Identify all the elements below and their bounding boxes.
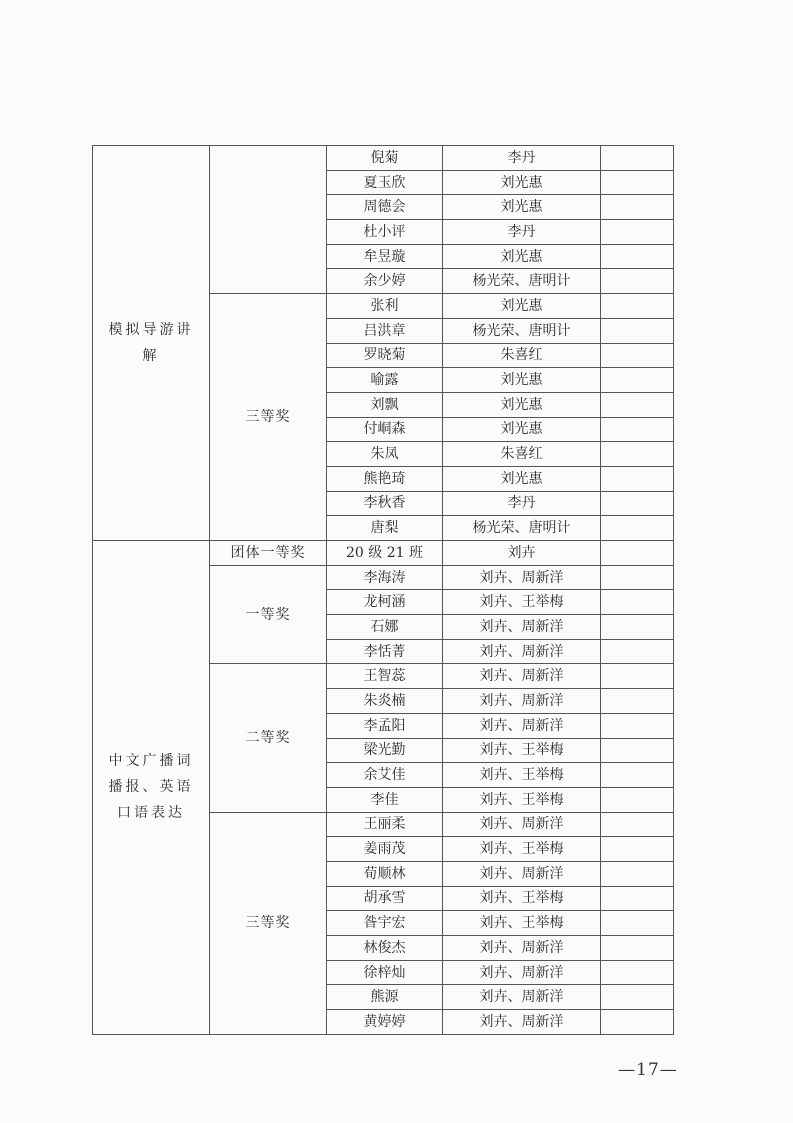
teacher-cell: 刘卉、王举梅 bbox=[443, 911, 601, 936]
remarks-cell bbox=[601, 417, 674, 442]
student-name-cell: 石娜 bbox=[327, 615, 443, 640]
teacher-cell: 刘卉、王举梅 bbox=[443, 886, 601, 911]
remarks-cell bbox=[601, 491, 674, 516]
student-name-cell: 熊艳琦 bbox=[327, 466, 443, 491]
remarks-cell bbox=[601, 541, 674, 566]
remarks-cell bbox=[601, 960, 674, 985]
student-name-cell: 周德会 bbox=[327, 195, 443, 220]
teacher-cell: 杨光荣、唐明计 bbox=[443, 516, 601, 541]
remarks-cell bbox=[601, 466, 674, 491]
teacher-cell: 刘卉、王举梅 bbox=[443, 763, 601, 788]
remarks-cell bbox=[601, 1010, 674, 1035]
student-name-cell: 李恬菁 bbox=[327, 639, 443, 664]
teacher-cell: 刘光惠 bbox=[443, 392, 601, 417]
remarks-cell bbox=[601, 442, 674, 467]
teacher-cell: 刘卉、周新洋 bbox=[443, 960, 601, 985]
remarks-cell bbox=[601, 639, 674, 664]
student-name-cell: 昝宇宏 bbox=[327, 911, 443, 936]
remarks-cell bbox=[601, 812, 674, 837]
remarks-cell bbox=[601, 195, 674, 220]
teacher-cell: 刘卉、周新洋 bbox=[443, 689, 601, 714]
student-name-cell: 杜小评 bbox=[327, 220, 443, 245]
teacher-cell: 刘卉、周新洋 bbox=[443, 713, 601, 738]
award-level-cell: 三等奖 bbox=[210, 812, 327, 1034]
student-name-cell: 王智蕊 bbox=[327, 664, 443, 689]
remarks-cell bbox=[601, 368, 674, 393]
student-name-cell: 姜雨茂 bbox=[327, 837, 443, 862]
student-name-cell: 刘飘 bbox=[327, 392, 443, 417]
teacher-cell: 刘卉、周新洋 bbox=[443, 664, 601, 689]
teacher-cell: 李丹 bbox=[443, 146, 601, 171]
teacher-cell: 刘卉、周新洋 bbox=[443, 812, 601, 837]
teacher-cell: 刘卉、周新洋 bbox=[443, 639, 601, 664]
student-name-cell: 胡承雪 bbox=[327, 886, 443, 911]
award-level-cell: 三等奖 bbox=[210, 294, 327, 541]
teacher-cell: 刘卉、周新洋 bbox=[443, 985, 601, 1010]
student-name-cell: 李佳 bbox=[327, 787, 443, 812]
table-row bbox=[93, 146, 674, 171]
teacher-cell: 刘卉、周新洋 bbox=[443, 565, 601, 590]
remarks-cell bbox=[601, 343, 674, 368]
student-name-cell: 李海涛 bbox=[327, 565, 443, 590]
teacher-cell: 刘光惠 bbox=[443, 170, 601, 195]
teacher-cell: 刘卉、王举梅 bbox=[443, 590, 601, 615]
student-name-cell: 荀顺林 bbox=[327, 861, 443, 886]
student-name-cell: 王丽柔 bbox=[327, 812, 443, 837]
student-name-cell: 李秋香 bbox=[327, 491, 443, 516]
award-table bbox=[92, 145, 674, 1035]
teacher-cell: 刘卉、周新洋 bbox=[443, 1010, 601, 1035]
student-name-cell: 张利 bbox=[327, 294, 443, 319]
student-name-cell: 黄婷婷 bbox=[327, 1010, 443, 1035]
teacher-cell: 刘卉、周新洋 bbox=[443, 861, 601, 886]
event-cell: 中文广播词播报、英语口语表达 bbox=[93, 541, 210, 1035]
student-name-cell: 梁光勤 bbox=[327, 738, 443, 763]
award-level-cell: 团体一等奖 bbox=[210, 541, 327, 566]
teacher-cell: 刘卉、周新洋 bbox=[443, 615, 601, 640]
student-name-cell: 李孟阳 bbox=[327, 713, 443, 738]
remarks-cell bbox=[601, 689, 674, 714]
remarks-cell bbox=[601, 615, 674, 640]
student-name-cell: 吕洪章 bbox=[327, 318, 443, 343]
page-number: —17— bbox=[618, 1060, 678, 1080]
student-name-cell: 唐梨 bbox=[327, 516, 443, 541]
remarks-cell bbox=[601, 713, 674, 738]
teacher-cell: 刘光惠 bbox=[443, 294, 601, 319]
teacher-cell: 刘光惠 bbox=[443, 195, 601, 220]
student-name-cell: 夏玉欣 bbox=[327, 170, 443, 195]
remarks-cell bbox=[601, 664, 674, 689]
remarks-cell bbox=[601, 392, 674, 417]
remarks-cell bbox=[601, 787, 674, 812]
student-name-cell: 徐梓灿 bbox=[327, 960, 443, 985]
remarks-cell bbox=[601, 220, 674, 245]
student-name-cell: 熊源 bbox=[327, 985, 443, 1010]
award-level-cell bbox=[210, 146, 327, 294]
teacher-cell: 李丹 bbox=[443, 491, 601, 516]
remarks-cell bbox=[601, 763, 674, 788]
remarks-cell bbox=[601, 911, 674, 936]
award-table-body bbox=[93, 146, 674, 1035]
remarks-cell bbox=[601, 170, 674, 195]
remarks-cell bbox=[601, 590, 674, 615]
student-name-cell: 罗晓菊 bbox=[327, 343, 443, 368]
student-name-cell: 20 级 21 班 bbox=[327, 541, 443, 566]
award-level-cell: 一等奖 bbox=[210, 565, 327, 664]
student-name-cell: 余艾佳 bbox=[327, 763, 443, 788]
remarks-cell bbox=[601, 886, 674, 911]
remarks-cell bbox=[601, 738, 674, 763]
remarks-cell bbox=[601, 936, 674, 961]
remarks-cell bbox=[601, 244, 674, 269]
remarks-cell bbox=[601, 861, 674, 886]
remarks-cell bbox=[601, 985, 674, 1010]
remarks-cell bbox=[601, 318, 674, 343]
remarks-cell bbox=[601, 565, 674, 590]
teacher-cell: 朱喜红 bbox=[443, 343, 601, 368]
teacher-cell: 刘卉 bbox=[443, 541, 601, 566]
student-name-cell: 余少婷 bbox=[327, 269, 443, 294]
award-level-cell: 二等奖 bbox=[210, 664, 327, 812]
teacher-cell: 朱喜红 bbox=[443, 442, 601, 467]
teacher-cell: 刘卉、王举梅 bbox=[443, 837, 601, 862]
remarks-cell bbox=[601, 269, 674, 294]
teacher-cell: 刘卉、周新洋 bbox=[443, 936, 601, 961]
student-name-cell: 喻露 bbox=[327, 368, 443, 393]
student-name-cell: 朱凤 bbox=[327, 442, 443, 467]
event-cell: 模拟导游讲解 bbox=[93, 146, 210, 541]
student-name-cell: 朱炎楠 bbox=[327, 689, 443, 714]
teacher-cell: 刘光惠 bbox=[443, 417, 601, 442]
remarks-cell bbox=[601, 837, 674, 862]
remarks-cell bbox=[601, 294, 674, 319]
student-name-cell: 倪菊 bbox=[327, 146, 443, 171]
teacher-cell: 李丹 bbox=[443, 220, 601, 245]
teacher-cell: 刘光惠 bbox=[443, 466, 601, 491]
table-row bbox=[93, 541, 674, 566]
student-name-cell: 林俊杰 bbox=[327, 936, 443, 961]
teacher-cell: 刘光惠 bbox=[443, 244, 601, 269]
student-name-cell: 龙柯涵 bbox=[327, 590, 443, 615]
remarks-cell bbox=[601, 146, 674, 171]
teacher-cell: 刘卉、王举梅 bbox=[443, 787, 601, 812]
teacher-cell: 杨光荣、唐明计 bbox=[443, 318, 601, 343]
remarks-cell bbox=[601, 516, 674, 541]
teacher-cell: 刘卉、王举梅 bbox=[443, 738, 601, 763]
student-name-cell: 牟昱璇 bbox=[327, 244, 443, 269]
teacher-cell: 刘光惠 bbox=[443, 368, 601, 393]
teacher-cell: 杨光荣、唐明计 bbox=[443, 269, 601, 294]
student-name-cell: 付峒森 bbox=[327, 417, 443, 442]
